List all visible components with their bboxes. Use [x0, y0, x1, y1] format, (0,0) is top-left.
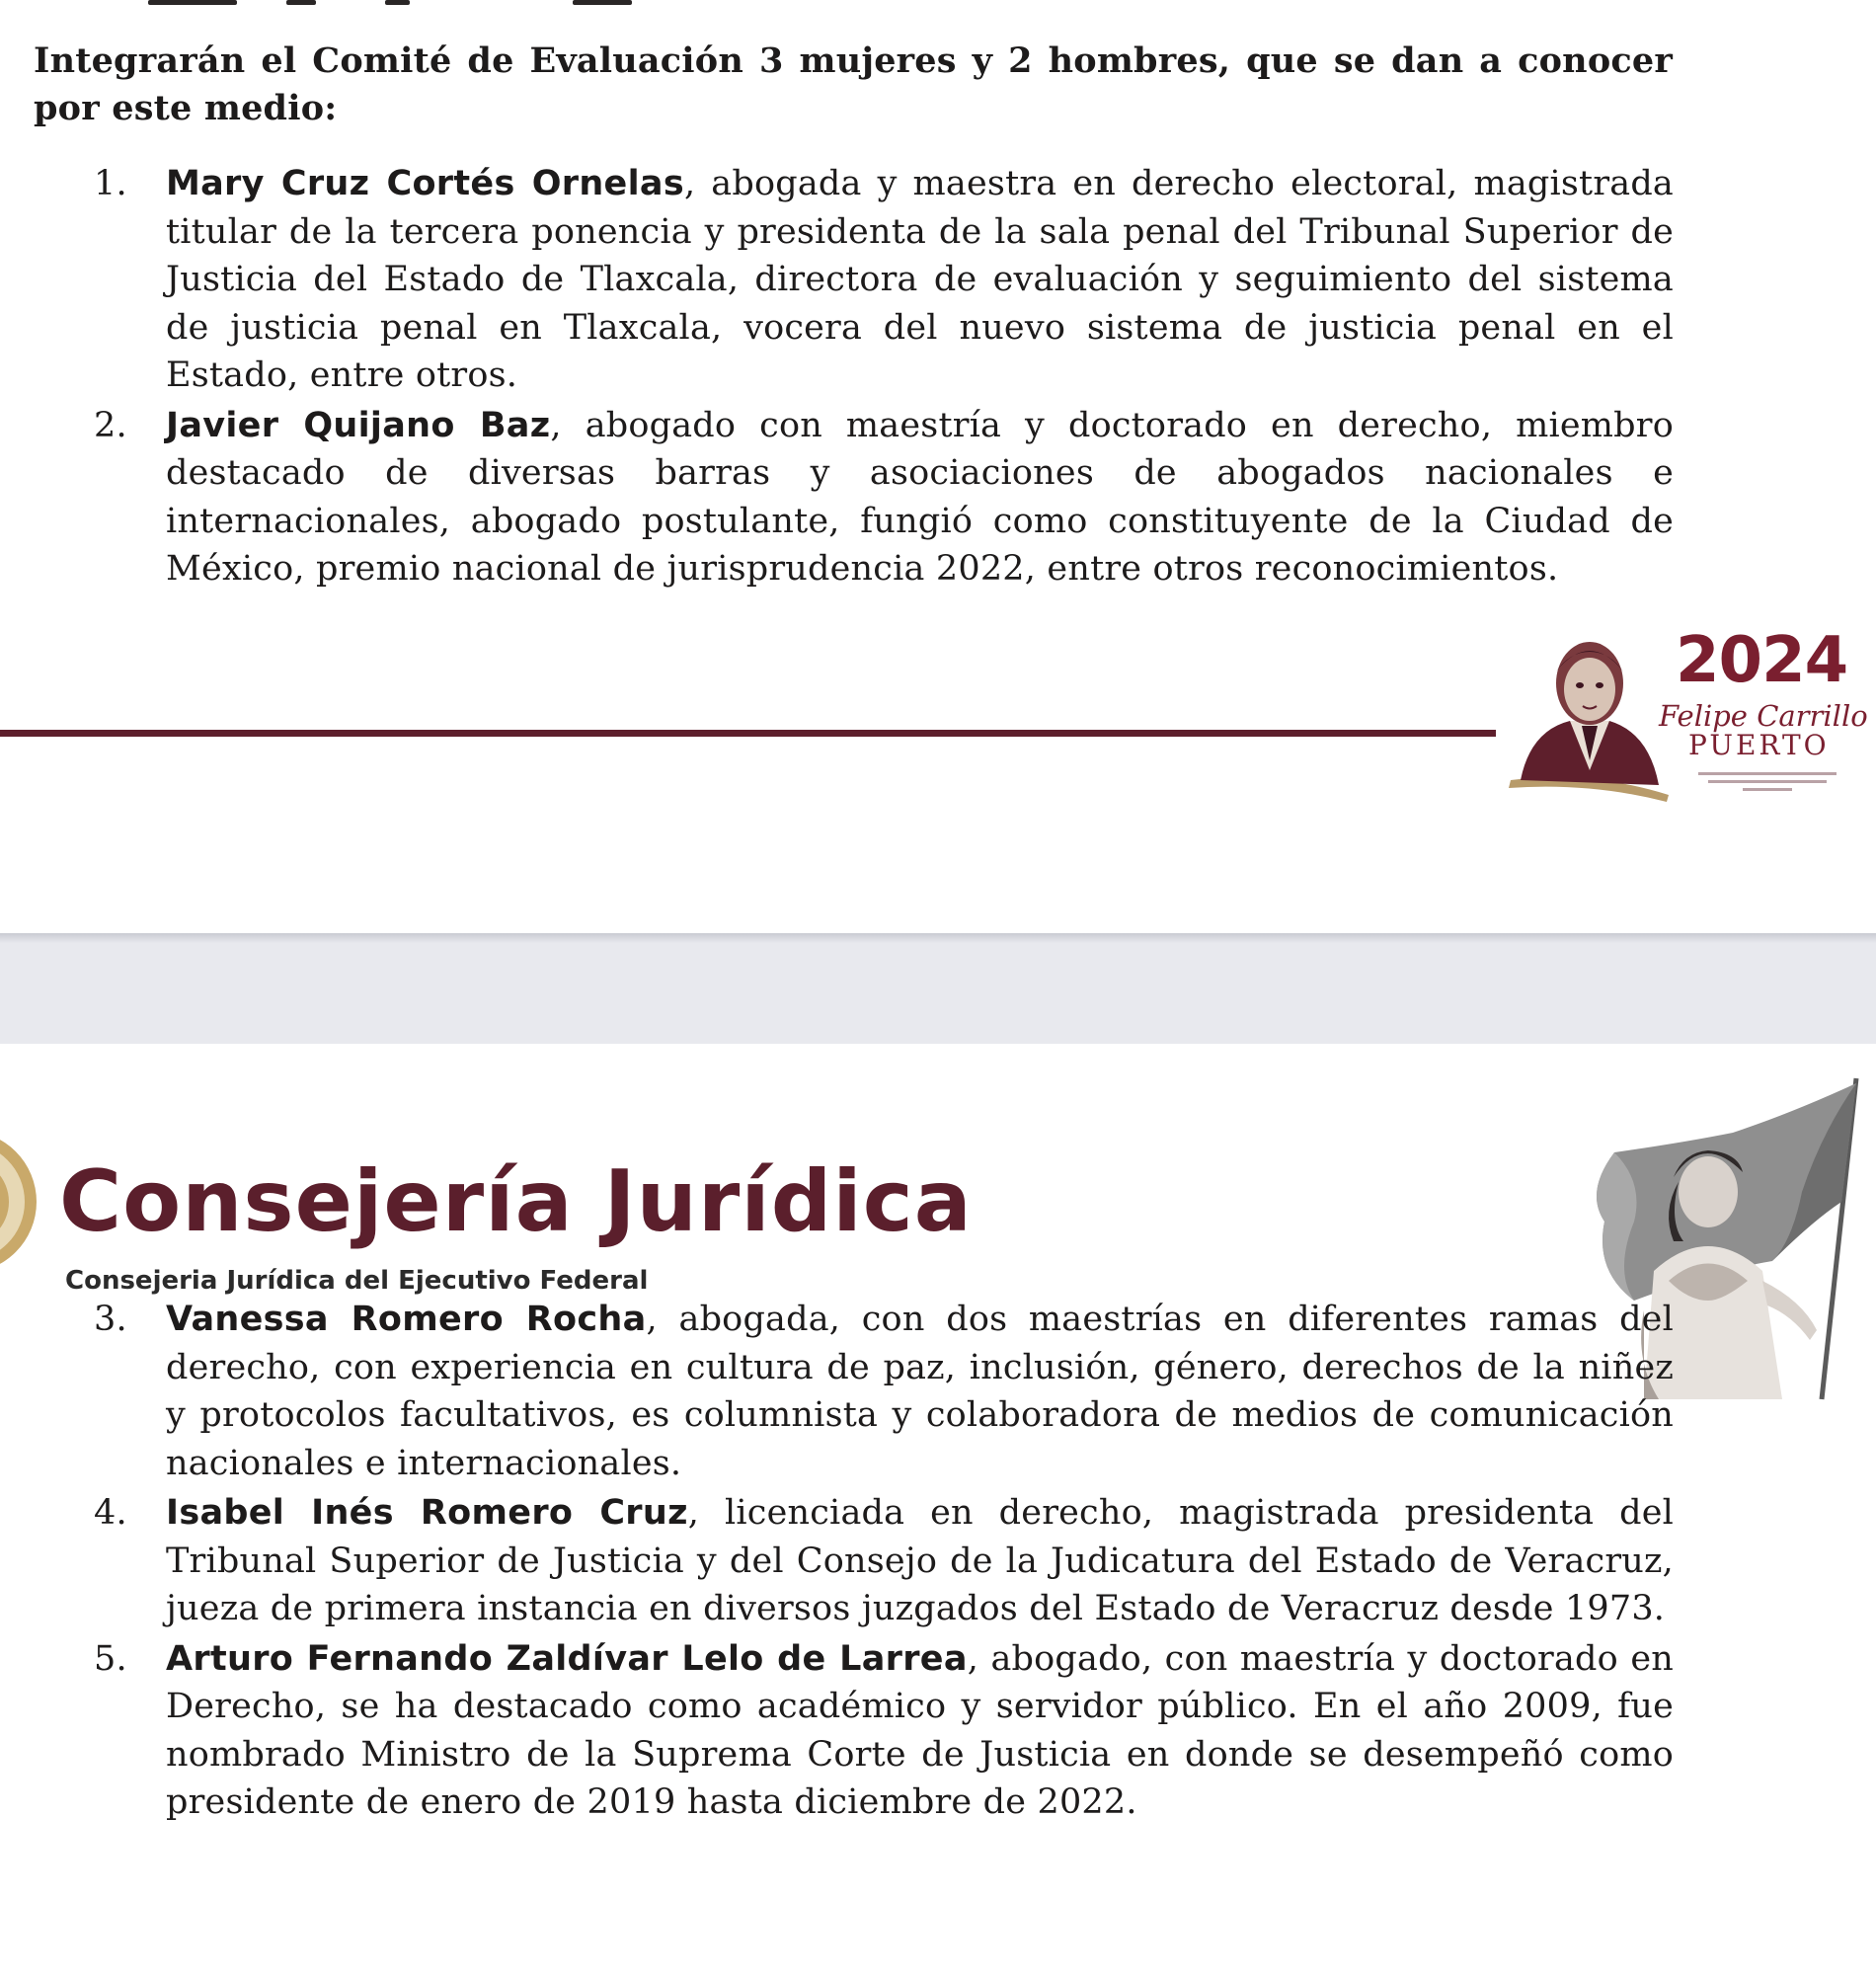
- member-name: Javier Quijano Baz: [166, 405, 551, 445]
- member-description: , licenciada en derecho, magistrada presidenta del Tribunal Superior de Justicia y del Consejo de la Judicatura del Estado de Veracruz, jueza de primera instancia en diversos juzgados del Estado de Veracruz desde 1973.: [166, 1493, 1674, 1628]
- member-item-4: [94, 1489, 1674, 1633]
- member-number: 3.: [94, 1300, 127, 1339]
- document-page-bottom: [0, 1044, 1876, 1975]
- page-separator-band: [0, 933, 1876, 1044]
- logo-name: Felipe Carrillo: [1659, 699, 1868, 733]
- member-item-2: [94, 402, 1674, 593]
- member-number: 2.: [94, 405, 127, 445]
- member-list-bottom: [94, 1296, 1674, 1829]
- logo-place: PUERTO: [1688, 729, 1830, 761]
- member-name: Vanessa Romero Rocha: [166, 1300, 647, 1339]
- logo-2024-felipe-carrillo-puerto: [1501, 622, 1876, 810]
- intro-paragraph: Integrarán el Comité de Evaluación 3 mujeres y 2 hombres, que se dan a conocer por este medio:: [34, 40, 1673, 128]
- member-number: 4.: [94, 1493, 127, 1533]
- document-page-top: [0, 0, 1876, 928]
- felipe-carrillo-portrait-icon: [1501, 622, 1679, 810]
- footer-divider-line: [0, 730, 1496, 737]
- member-list-top: [94, 160, 1674, 595]
- member-number: 1.: [94, 164, 127, 203]
- member-name: Mary Cruz Cortés Ornelas: [166, 164, 684, 203]
- page-subtitle: Consejeria Jurídica del Ejecutivo Federal: [65, 1266, 649, 1296]
- member-description: , abogado con maestría y doctorado en derecho, miembro destacado de diversas barras y asociaciones de abogados nacionales e internacionales, abogado postulante, fungió como constituyente de la Ciudad de México, premio nacional de jurisprudencia 2022, entre otros reconocimientos.: [166, 405, 1674, 589]
- logo-year: 2024: [1676, 624, 1848, 697]
- member-item-3: [94, 1296, 1674, 1487]
- member-item-5: [94, 1635, 1674, 1827]
- member-name: Isabel Inés Romero Cruz: [166, 1493, 688, 1533]
- member-item-1: [94, 160, 1674, 400]
- member-description: , abogada, con dos maestrías en diferentes ramas del derecho, con experiencia en cultura de paz, inclusión, género, derechos de la niñez y protocolos facultativos, es columnista y colaboradora de medios de comunicación nacionales e internacionales.: [166, 1300, 1674, 1483]
- government-seal-icon: [0, 1103, 44, 1301]
- top-edge-marks: [148, 0, 839, 6]
- member-description: , abogada y maestra en derecho electoral, magistrada titular de la tercera ponencia y presidenta de la sala penal del Tribunal Superior de Justicia del Estado de Tlaxcala, directora de evaluación y seguimiento del sistema de justicia penal en Tlaxcala, vocera del nuevo sistema de justicia penal en el Estado, entre otros.: [166, 164, 1674, 395]
- member-name: Arturo Fernando Zaldívar Lelo de Larrea: [166, 1638, 968, 1679]
- member-description: , abogado, con maestría y doctorado en Derecho, se ha destacado como académico y servidor público. En el año 2009, fue nombrado Ministro de la Suprema Corte de Justicia en donde se desempeñó como presidente de enero de 2019 hasta diciembre de 2022.: [166, 1638, 1674, 1822]
- member-number: 5.: [94, 1638, 127, 1679]
- page-title: Consejería Jurídica: [59, 1152, 973, 1251]
- logo-fine-print-lines: [1698, 770, 1846, 800]
